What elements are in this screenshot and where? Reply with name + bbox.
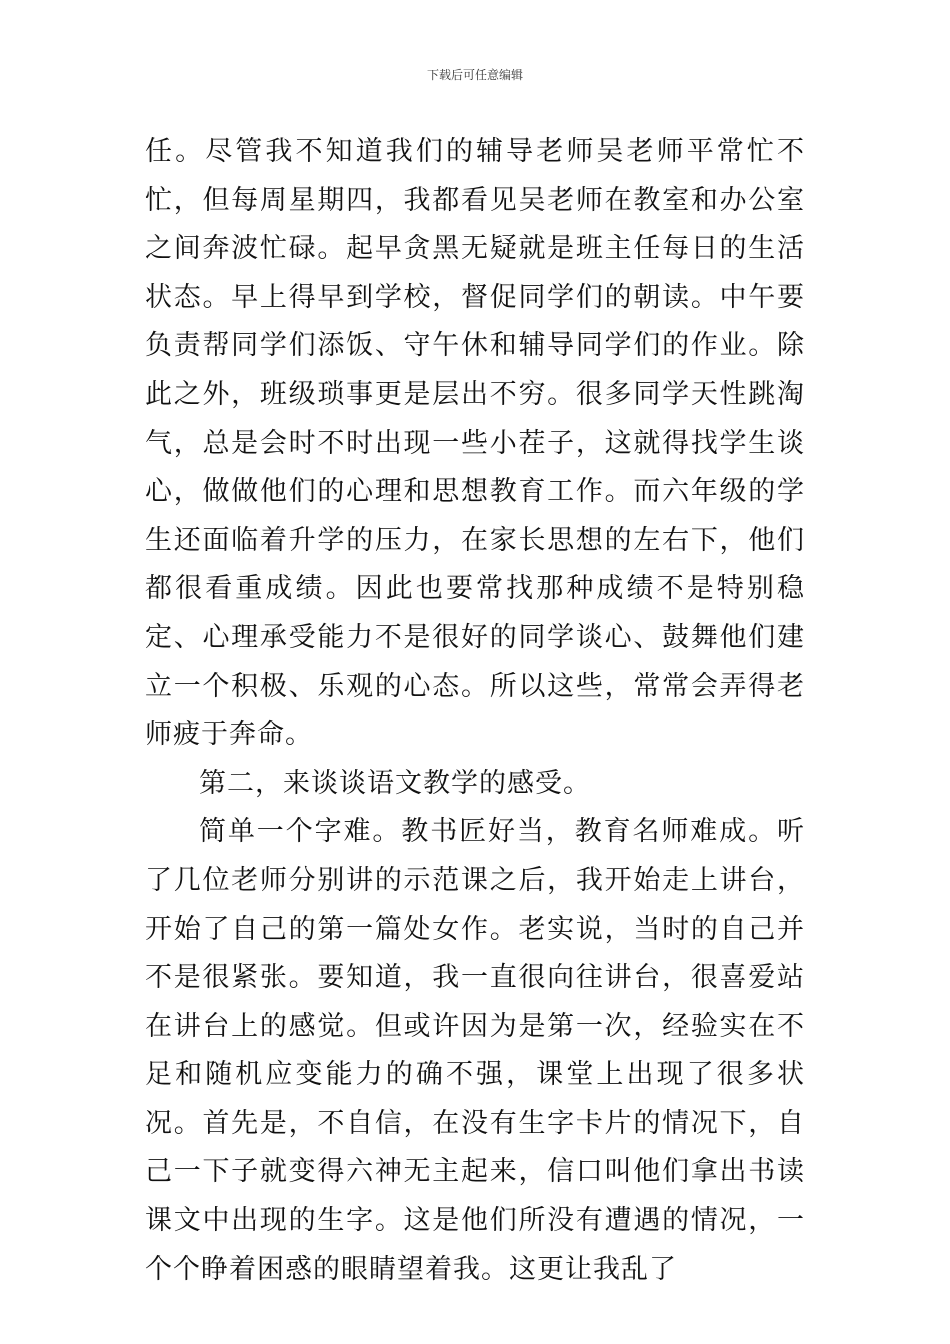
page-header: 下载后可任意编辑 <box>426 68 523 82</box>
paragraph-2: 第二，来谈谈语文教学的感受。 <box>199 767 591 799</box>
document-body <box>145 128 805 1294</box>
paragraph-1: 任。尽管我不知道我们的辅导老师吴老师平常忙不忙，但每周星期四，我都看见吴老师在教室和办公室之间奔波忙碌。起早贪黑无疑就是班主任每日的生活状态。早上得早到学校，督促同学们的朝读。中午要负责帮同学们添饭、守午休和辅导同学们的作业。除此之外，班级琐事更是层出不穷。很多同学天性跳淘气，总是会时不时出现一些小茬子，这就得找学生谈心，做做他们的心理和思想教育工作。而六年级的学生还面临着升学的压力，在家长思想的左右下，他们都很看重成绩。因此也要常找那种成绩不是特别稳定、心理承受能力不是很好的同学谈心、鼓舞他们建立一个积极、乐观的心态。所以这些，常常会弄得老师疲于奔命。 <box>145 136 805 751</box>
paragraph-3: 简单一个字难。教书匠好当，教育名师难成。听了几位老师分别讲的示范课之后，我开始走上讲台，开始了自己的第一篇处女作。老实说，当时的自己并不是很紧张。要知道，我一直很向往讲台，很喜爱站在讲台上的感觉。但或许因为是第一次，经验实在不足和随机应变能力的确不强，课堂上出现了很多状况。首先是，不自信，在没有生字卡片的情况下，自己一下子就变得六神无主起来，信口叫他们拿出书读课文中出现的生字。这是他们所没有遭遇的情况，一个个睁着困惑的眼睛望着我。这更让我乱了 <box>145 816 805 1285</box>
